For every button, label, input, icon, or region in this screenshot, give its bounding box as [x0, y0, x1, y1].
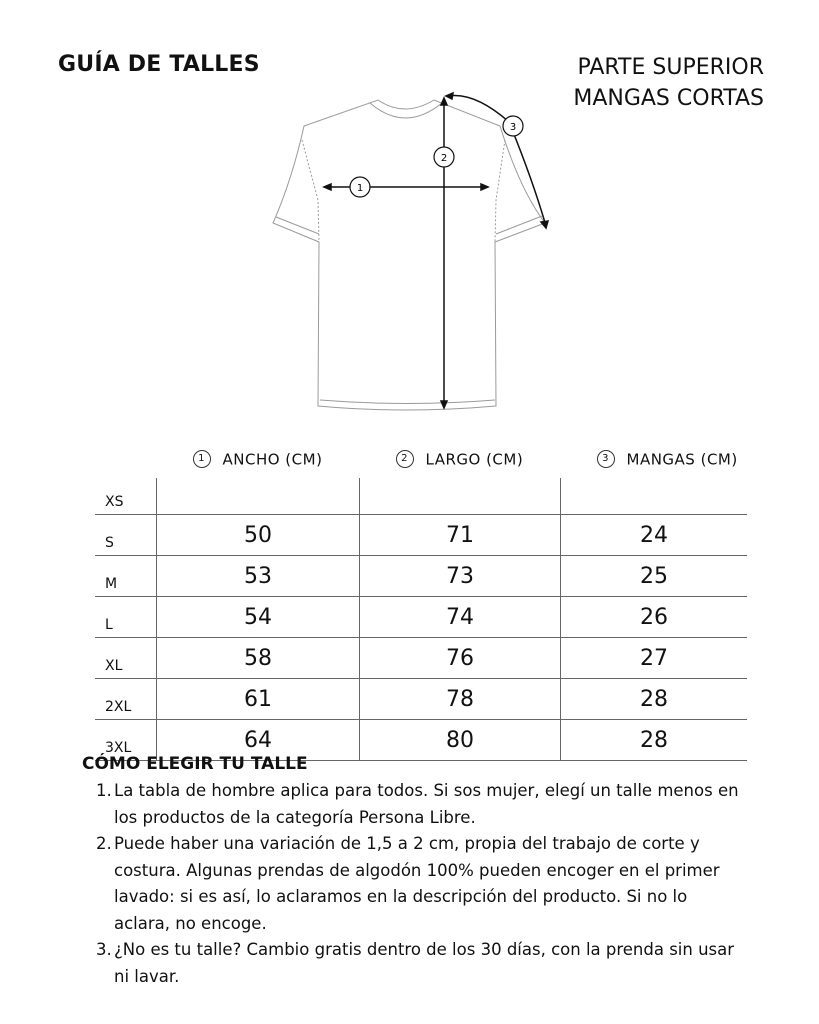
table-row: [95, 556, 747, 597]
item-text: ¿No es tu talle? Cambio gratis dentro de los 30 días, con la prenda sin usar ni lavar.: [114, 940, 735, 986]
page-title: GUÍA DE TALLES: [58, 52, 260, 77]
marker-3-label: 3: [509, 122, 517, 133]
instructions-title: CÓMO ELEGIR TU TALLE: [82, 754, 308, 774]
width-value: 58: [157, 638, 360, 679]
category-line-1: PARTE SUPERIOR: [577, 55, 764, 80]
table-header-row: [95, 440, 747, 478]
size-label: XL: [95, 638, 157, 679]
width-column-header: [157, 440, 360, 478]
length-value: 74: [360, 597, 561, 638]
instructions-list: [96, 778, 746, 990]
length-value: 76: [360, 638, 561, 679]
list-item: [96, 778, 746, 831]
size-label: XS: [95, 478, 157, 515]
item-number: 2.: [96, 834, 112, 853]
list-item: [96, 831, 746, 937]
sleeve-column-header: [561, 440, 748, 478]
table-row: [95, 515, 747, 556]
table-row: [95, 597, 747, 638]
length-column-header: [360, 440, 561, 478]
sleeve-value: 28: [561, 720, 748, 761]
sleeve-value: 28: [561, 679, 748, 720]
width-value: 50: [157, 515, 360, 556]
column-label: LARGO (CM): [425, 450, 524, 469]
item-text: Puede haber una variación de 1,5 a 2 cm, propia del trabajo de corte y costura. Algunas prendas de algodón 100% pueden encoger en el primer lavado: si es así, lo aclaramos en la descripción del producto. Si no lo aclara, no encoge.: [114, 834, 720, 933]
category-line-2: MANGAS CORTAS: [573, 86, 764, 111]
width-value: 53: [157, 556, 360, 597]
sleeve-value: 27: [561, 638, 748, 679]
sleeve-arrow: [448, 96, 546, 226]
item-text: La tabla de hombre aplica para todos. Si sos mujer, elegí un talle menos en los productos de la categoría Persona Libre.: [114, 781, 739, 827]
column-number-2-icon: 2: [396, 450, 414, 468]
width-value: 64: [157, 720, 360, 761]
table-row: [95, 638, 747, 679]
column-label: ANCHO (CM): [222, 450, 323, 469]
length-value: 78: [360, 679, 561, 720]
tshirt-measurement-diagram: [260, 90, 560, 420]
size-table: [95, 440, 747, 761]
length-value: [360, 478, 561, 515]
table-row: [95, 478, 747, 515]
size-column-header: [95, 440, 157, 478]
table-row: [95, 679, 747, 720]
list-item: [96, 937, 746, 990]
garment-category: [573, 52, 764, 114]
column-label: MANGAS (CM): [626, 450, 738, 469]
size-label: M: [95, 556, 157, 597]
tshirt-outline-icon: [273, 100, 545, 410]
marker-1-label: 1: [356, 183, 364, 194]
sleeve-value: 25: [561, 556, 748, 597]
size-label: 3XL: [95, 720, 157, 761]
item-number: 3.: [96, 940, 112, 959]
sleeve-value: 24: [561, 515, 748, 556]
size-label: L: [95, 597, 157, 638]
width-value: [157, 478, 360, 515]
column-number-3-icon: 3: [597, 450, 615, 468]
measurement-arrows: [324, 93, 548, 408]
width-value: 54: [157, 597, 360, 638]
length-value: 73: [360, 556, 561, 597]
length-value: 71: [360, 515, 561, 556]
item-number: 1.: [96, 781, 112, 800]
width-value: 61: [157, 679, 360, 720]
size-label: 2XL: [95, 679, 157, 720]
length-value: 80: [360, 720, 561, 761]
column-number-1-icon: 1: [193, 450, 211, 468]
marker-2-label: 2: [440, 153, 448, 164]
size-label: S: [95, 515, 157, 556]
sleeve-value: 26: [561, 597, 748, 638]
sleeve-value: [561, 478, 748, 515]
